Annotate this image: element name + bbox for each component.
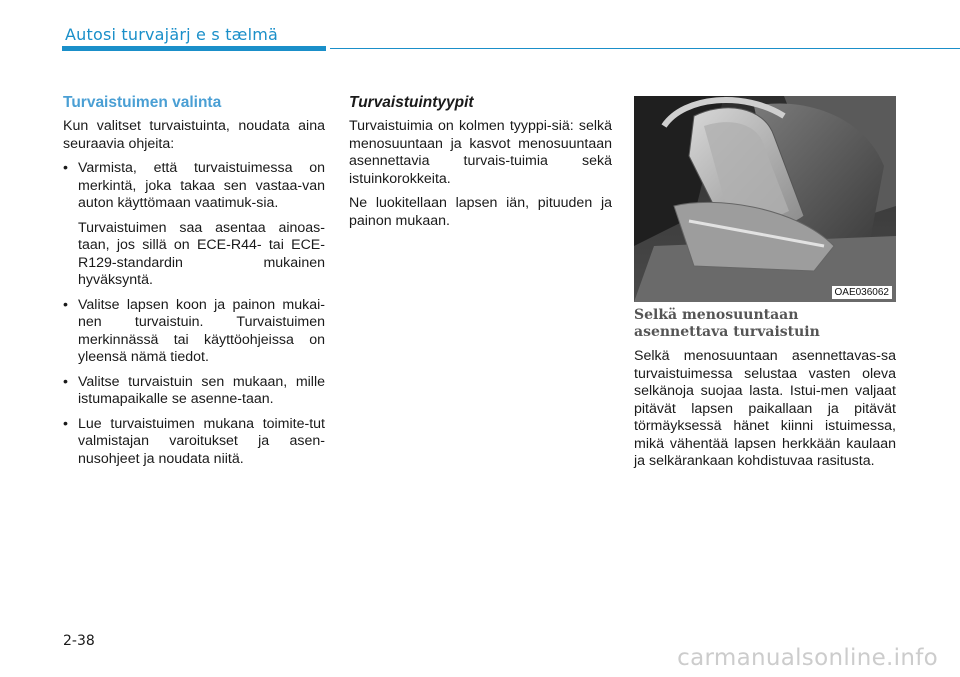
list-item-text: Varmista, että turvaistuimessa on merkintä, joka takaa sen vastaa-van auton käyttömaan vaatimuk-sia. [78,160,325,211]
list-item [63,374,325,409]
list-item-text: Valitse lapsen koon ja painon mukai-nen turvaistuin. Turvaistuimen merkinnässä tai käyttöohjeissa on yleensä nämä tiedot. [78,296,325,365]
bullet-dot: • [63,373,68,390]
header-rule [330,48,960,49]
image-code-label: OAE036062 [832,286,893,299]
rear-facing-paragraph: Selkä menosuuntaan asennettavas-sa turvaistuimessa selustaa vasten oleva selkänoja suojaa lasta. Istui-men valjaat pitävät lapsen paikallaan ja pitävät törmäyksessä hänet kiinni istuimessa, mikä vähentää lapsen herkkään kaulaan ja selkärankaan kohdistuvaa rasitusta. [634,348,896,469]
types-paragraph: Turvaistuimia on kolmen tyyppi-siä: selkä menosuuntaan ja kasvot menosuuntaan asennettavia turvais-tuimia sekä istuinkorokkeita. [349,118,612,187]
list-item [63,160,325,290]
chapter-title: Autosi turvajärj e s tælmä [65,25,279,44]
watermark: carmanualsonline.info [677,645,938,671]
rear-facing-heading: Selkä menosuuntaan asennettava turvaistuin [634,307,820,340]
header-accent-bar [62,46,326,51]
page-number: 2-38 [63,633,95,649]
left-body [63,118,325,475]
classification-paragraph: Ne luokitellaan lapsen iän, pituuden ja painon mukaan. [349,195,612,229]
list-item [63,297,325,367]
bullet-dot: • [63,415,68,432]
list-item-text: Lue turvaistuimen mukana toimite-tut valmistajan varoitukset ja asen-nusohjeet ja noudata niitä. [78,415,325,467]
rear-facing-seat-illustration [634,96,896,302]
section-heading-types: Turvaistuintyypit [349,94,474,111]
list-item-text: Valitse turvaistuin sen mukaan, mille istumapaikalle se asenne-taan. [78,373,325,407]
bullet-dot: • [63,160,68,176]
intro-paragraph: Kun valitset turvaistuinta, noudata aina seuraavia ohjeita: [63,118,325,152]
car-seat-photo [634,96,896,302]
right-body [634,348,896,471]
middle-body [349,118,612,230]
section-heading-selection: Turvaistuimen valinta [63,94,222,111]
bullet-dot: • [63,296,68,313]
list-item-note: Turvaistuimen saa asentaa ainoas-taan, jos sillä on ECE-R44- tai ECE-R129-standardin mukainen hyväksyntä. [78,219,325,288]
guideline-list [63,160,325,468]
list-item [63,416,325,469]
